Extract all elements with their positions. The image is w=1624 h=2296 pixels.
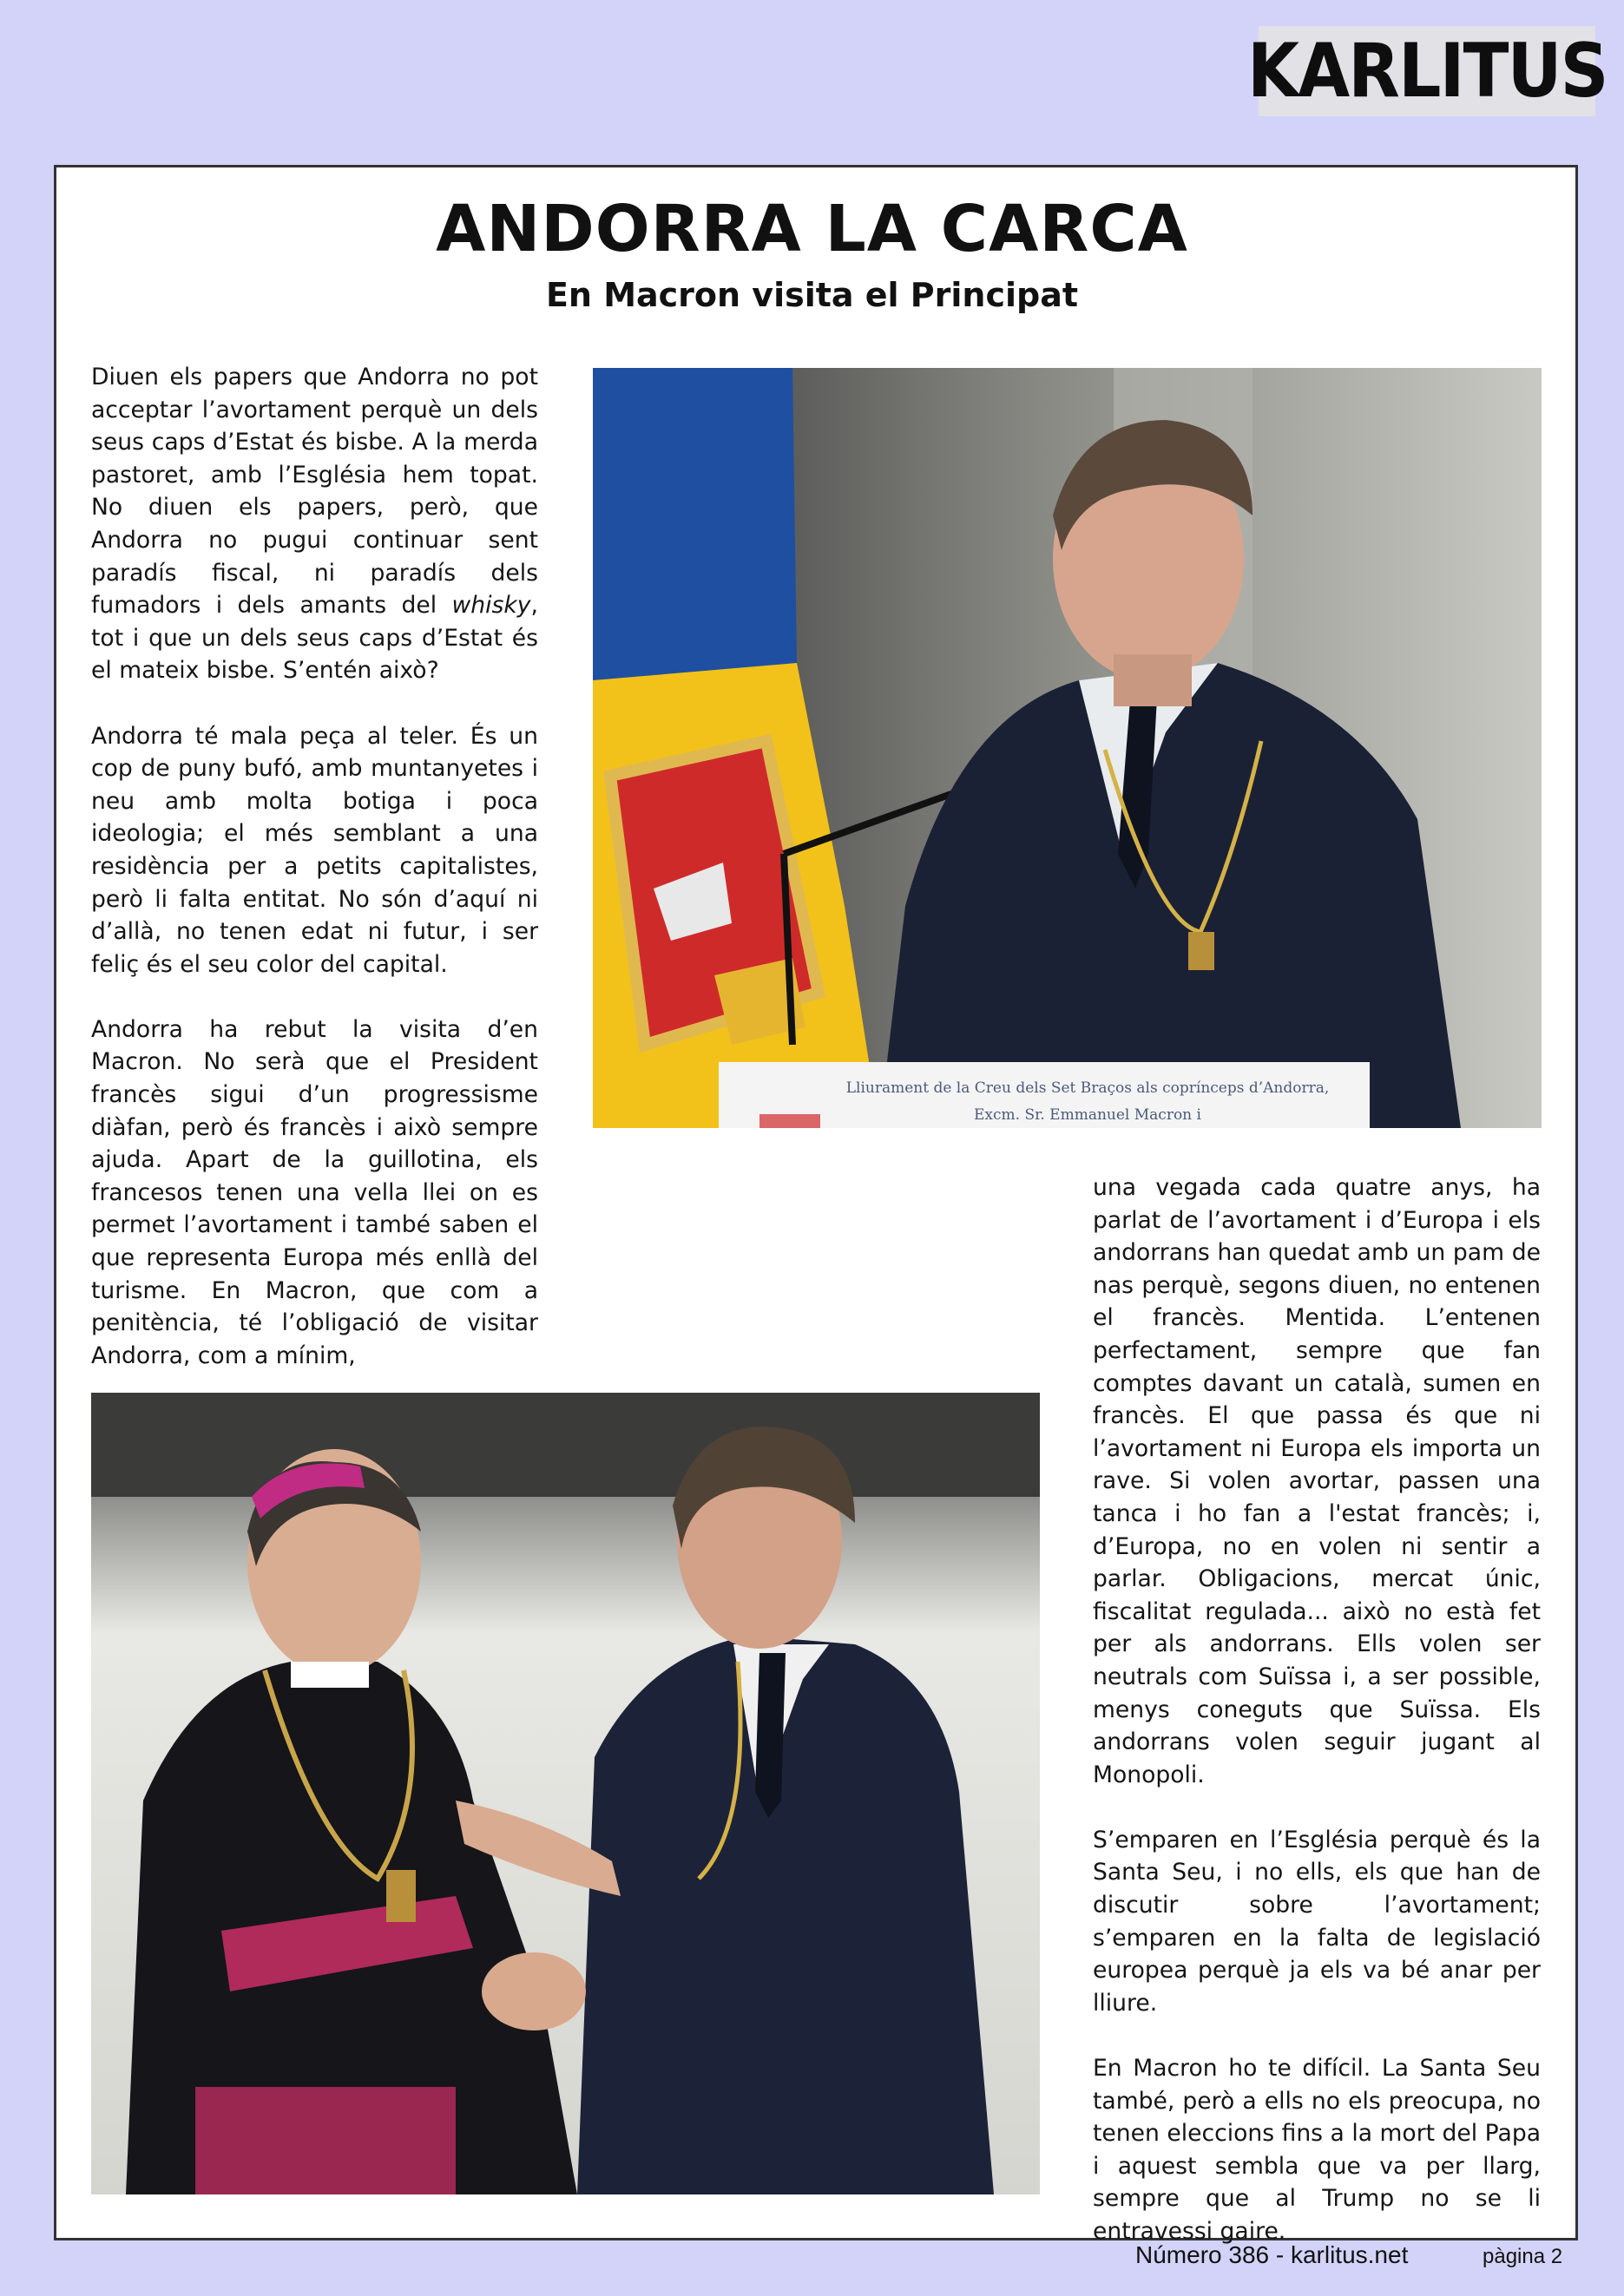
karlitus-logo (1246, 26, 1608, 116)
footer-page-number: pàgina 2 (1483, 2245, 1563, 2268)
paragraph-1: Diuen els papers que Andorra no pot acceptar l’avortament perquè un dels seus caps d’Estat és bisbe. A la merda pastoret, amb l’Església hem topat. No diuen els papers, però, que Andorra no pugui continuar sent paradís fiscal, ni paradís dels fumadors i dels amants del whisky, tot i que un dels seus caps d’Estat és el mateix bisbe. S’entén això? (91, 364, 538, 685)
paragraph-6: En Macron ho te difícil. La Santa Seu també, però a ells no els preocupa, no tenen eleccions fins a la mort del Papa i aquest sembla que va per llarg, sempre que al Trump no se li entravessi gaire. (1093, 2055, 1541, 2245)
paragraph-5: S’emparen en l’Església perquè és la Santa Seu, i no ells, els que han de discutir sobre l’avortament; s’emparen en la falta de legislació europea perquè ja els va bé anar per lliure. (1093, 1826, 1541, 2017)
paragraph-4: una vegada cada quatre anys, ha parlat de l’avortament i d’Europa i els andorrans han quedat amb un pam de nas perquè, segons diuen, no entenen el francès. Mentida. L’entenen perfectament, sempre que fan comptes davant un català, sumen en francès. El que passa és que ni l’avortament ni Europa els importa un rave. Si volen avortar, passen una tanca i ho fan a l'estat francès; i, d’Europa, no en volen ni sentir a parlar. Obligacions, mercat únic, fiscalitat regulada... això no està fet per als andorrans. Ells volen ser neutrals com Suïssa i, a ser possible, menys coneguts que Suïssa. Els andorrans volen seguir jugant al Monopoli. (1093, 1174, 1541, 1788)
article-subtitle: En Macron visita el Principat (545, 276, 1079, 314)
sign-text-line2: Excm. Sr. Emmanuel Macron i (974, 1106, 1201, 1124)
left-column (91, 361, 538, 1372)
paragraph-3: Andorra ha rebut la visita d’en Macron. No serà que el President francès sigui d’un progressisme diàfan, però és francès i això sempre ajuda. Apart de la guillotina, els francesos tenen una vella llei on es permet l’avortament i també saben el que representa Europa més enllà del turisme. En Macron, que com a penitència, té l’obligació de visitar Andorra, com a mínim, (91, 1015, 538, 1369)
right-column (1093, 1171, 1541, 2248)
photo-bishop-macron-handshake (91, 1393, 1040, 2194)
photo-macron-lectern (593, 368, 1542, 1128)
logo-text: KARLITUS (1246, 28, 1608, 115)
sign-text-line1: Lliurament de la Creu dels Set Braços als coprínceps d’Andorra, (845, 1079, 1330, 1097)
footer-issue: Número 386 - karlitus.net (1135, 2241, 1409, 2268)
article-title: ANDORRA LA CARCA (436, 192, 1188, 266)
paragraph-2: Andorra té mala peça al teler. És un cop de puny bufó, amb muntanyetes i neu amb molta botiga i poca ideologia; el més semblant a una residència per a petits capitalistes, però li falta entitat. No són d’aquí ni d’allà, no tenen edat ni futur, i ser feliç és el seu color del capital. (91, 722, 538, 978)
